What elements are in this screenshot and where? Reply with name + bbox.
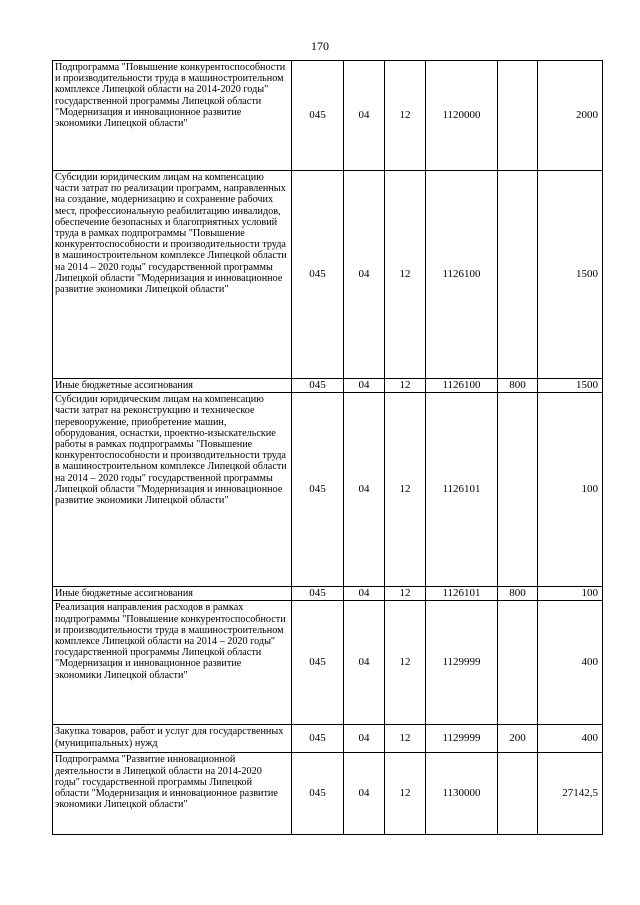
row-expense-type: 800 [498, 379, 538, 393]
row-subsection-code: 12 [385, 61, 426, 171]
row-subsection-code: 12 [385, 171, 426, 379]
row-expense-type [498, 393, 538, 587]
row-section-code: 04 [344, 393, 385, 587]
row-description: Иные бюджетные ассигнования [53, 379, 292, 393]
row-target-code: 1130000 [426, 753, 498, 835]
row-expense-type [498, 171, 538, 379]
budget-table-body [53, 61, 603, 835]
row-target-code: 1126101 [426, 587, 498, 601]
row-description: Подпрограмма "Повышение конкурентоспособности и производительности труда в машиностроительном комплексе Липецкой области на 2014-2020 годы" государственной программы Липецкой области "Модернизация и инновационное развитие экономики Липецкой области" [53, 61, 292, 171]
row-section-code: 04 [344, 379, 385, 393]
row-target-code: 1126100 [426, 171, 498, 379]
budget-table [52, 60, 603, 835]
table-row [53, 379, 603, 393]
row-section-code: 04 [344, 601, 385, 725]
row-expense-type: 800 [498, 587, 538, 601]
table-row [53, 753, 603, 835]
table-row [53, 393, 603, 587]
row-ministry-code: 045 [292, 601, 344, 725]
row-subsection-code: 12 [385, 393, 426, 587]
row-section-code: 04 [344, 753, 385, 835]
row-section-code: 04 [344, 587, 385, 601]
page-number: 170 [311, 39, 329, 53]
table-row [53, 601, 603, 725]
row-amount: 1500 [538, 171, 603, 379]
row-amount: 400 [538, 601, 603, 725]
table-row [53, 171, 603, 379]
row-subsection-code: 12 [385, 601, 426, 725]
row-section-code: 04 [344, 61, 385, 171]
row-expense-type [498, 61, 538, 171]
row-target-code: 1126100 [426, 379, 498, 393]
row-description: Закупка товаров, работ и услуг для государственных (муниципальных) нужд [53, 725, 292, 753]
row-target-code: 1126101 [426, 393, 498, 587]
row-subsection-code: 12 [385, 753, 426, 835]
table-row [53, 587, 603, 601]
row-amount: 100 [538, 393, 603, 587]
row-description: Субсидии юридическим лицам на компенсацию части затрат по реализации программ, направленных на создание, модернизацию и сохранение рабочих мест, профессиональную реабилитацию инвалидов, обеспечение безопасных и благоприятных условий труда в рамках подпрограммы "Повышение конкурентоспособности и производительности труда в машиностроительном комплексе Липецкой области на 2014 – 2020 годы" государственной программы Липецкой области "Модернизация и инновационное развитие экономики Липецкой области" [53, 171, 292, 379]
row-target-code: 1120000 [426, 61, 498, 171]
row-ministry-code: 045 [292, 393, 344, 587]
row-description: Реализация направления расходов в рамках подпрограммы "Повышение конкурентоспособности и производительности труда в машиностроительном комплексе Липецкой области на 2014 – 2020 годы" государственной программы Липецкой области "Модернизация и инновационное развитие экономики Липецкой области" [53, 601, 292, 725]
row-subsection-code: 12 [385, 379, 426, 393]
row-ministry-code: 045 [292, 753, 344, 835]
row-amount: 27142,5 [538, 753, 603, 835]
row-section-code: 04 [344, 725, 385, 753]
row-ministry-code: 045 [292, 725, 344, 753]
row-section-code: 04 [344, 171, 385, 379]
row-amount: 1500 [538, 379, 603, 393]
row-description: Иные бюджетные ассигнования [53, 587, 292, 601]
row-amount: 2000 [538, 61, 603, 171]
row-target-code: 1129999 [426, 601, 498, 725]
row-subsection-code: 12 [385, 725, 426, 753]
row-expense-type [498, 601, 538, 725]
row-expense-type: 200 [498, 725, 538, 753]
table-row [53, 61, 603, 171]
row-subsection-code: 12 [385, 587, 426, 601]
row-expense-type [498, 753, 538, 835]
row-target-code: 1129999 [426, 725, 498, 753]
row-ministry-code: 045 [292, 61, 344, 171]
row-ministry-code: 045 [292, 587, 344, 601]
row-ministry-code: 045 [292, 379, 344, 393]
row-amount: 100 [538, 587, 603, 601]
row-ministry-code: 045 [292, 171, 344, 379]
table-row [53, 725, 603, 753]
row-amount: 400 [538, 725, 603, 753]
row-description: Подпрограмма "Развитие инновационной деятельности в Липецкой области на 2014-2020 годы" государственной программы Липецкой области "Модернизация и инновационное развитие экономики Липецкой области" [53, 753, 292, 835]
row-description: Субсидии юридическим лицам на компенсацию части затрат на реконструкцию и техническое перевооружение, приобретение машин, оборудования, оснастки, проектно-изыскательские работы в рамках подпрограммы "Повышение конкурентоспособности и производительности труда в машиностроительном комплексе Липецкой области на 2014 – 2020 годы" государственной программы Липецкой области "Модернизация и инновационное развитие экономики Липецкой области" [53, 393, 292, 587]
